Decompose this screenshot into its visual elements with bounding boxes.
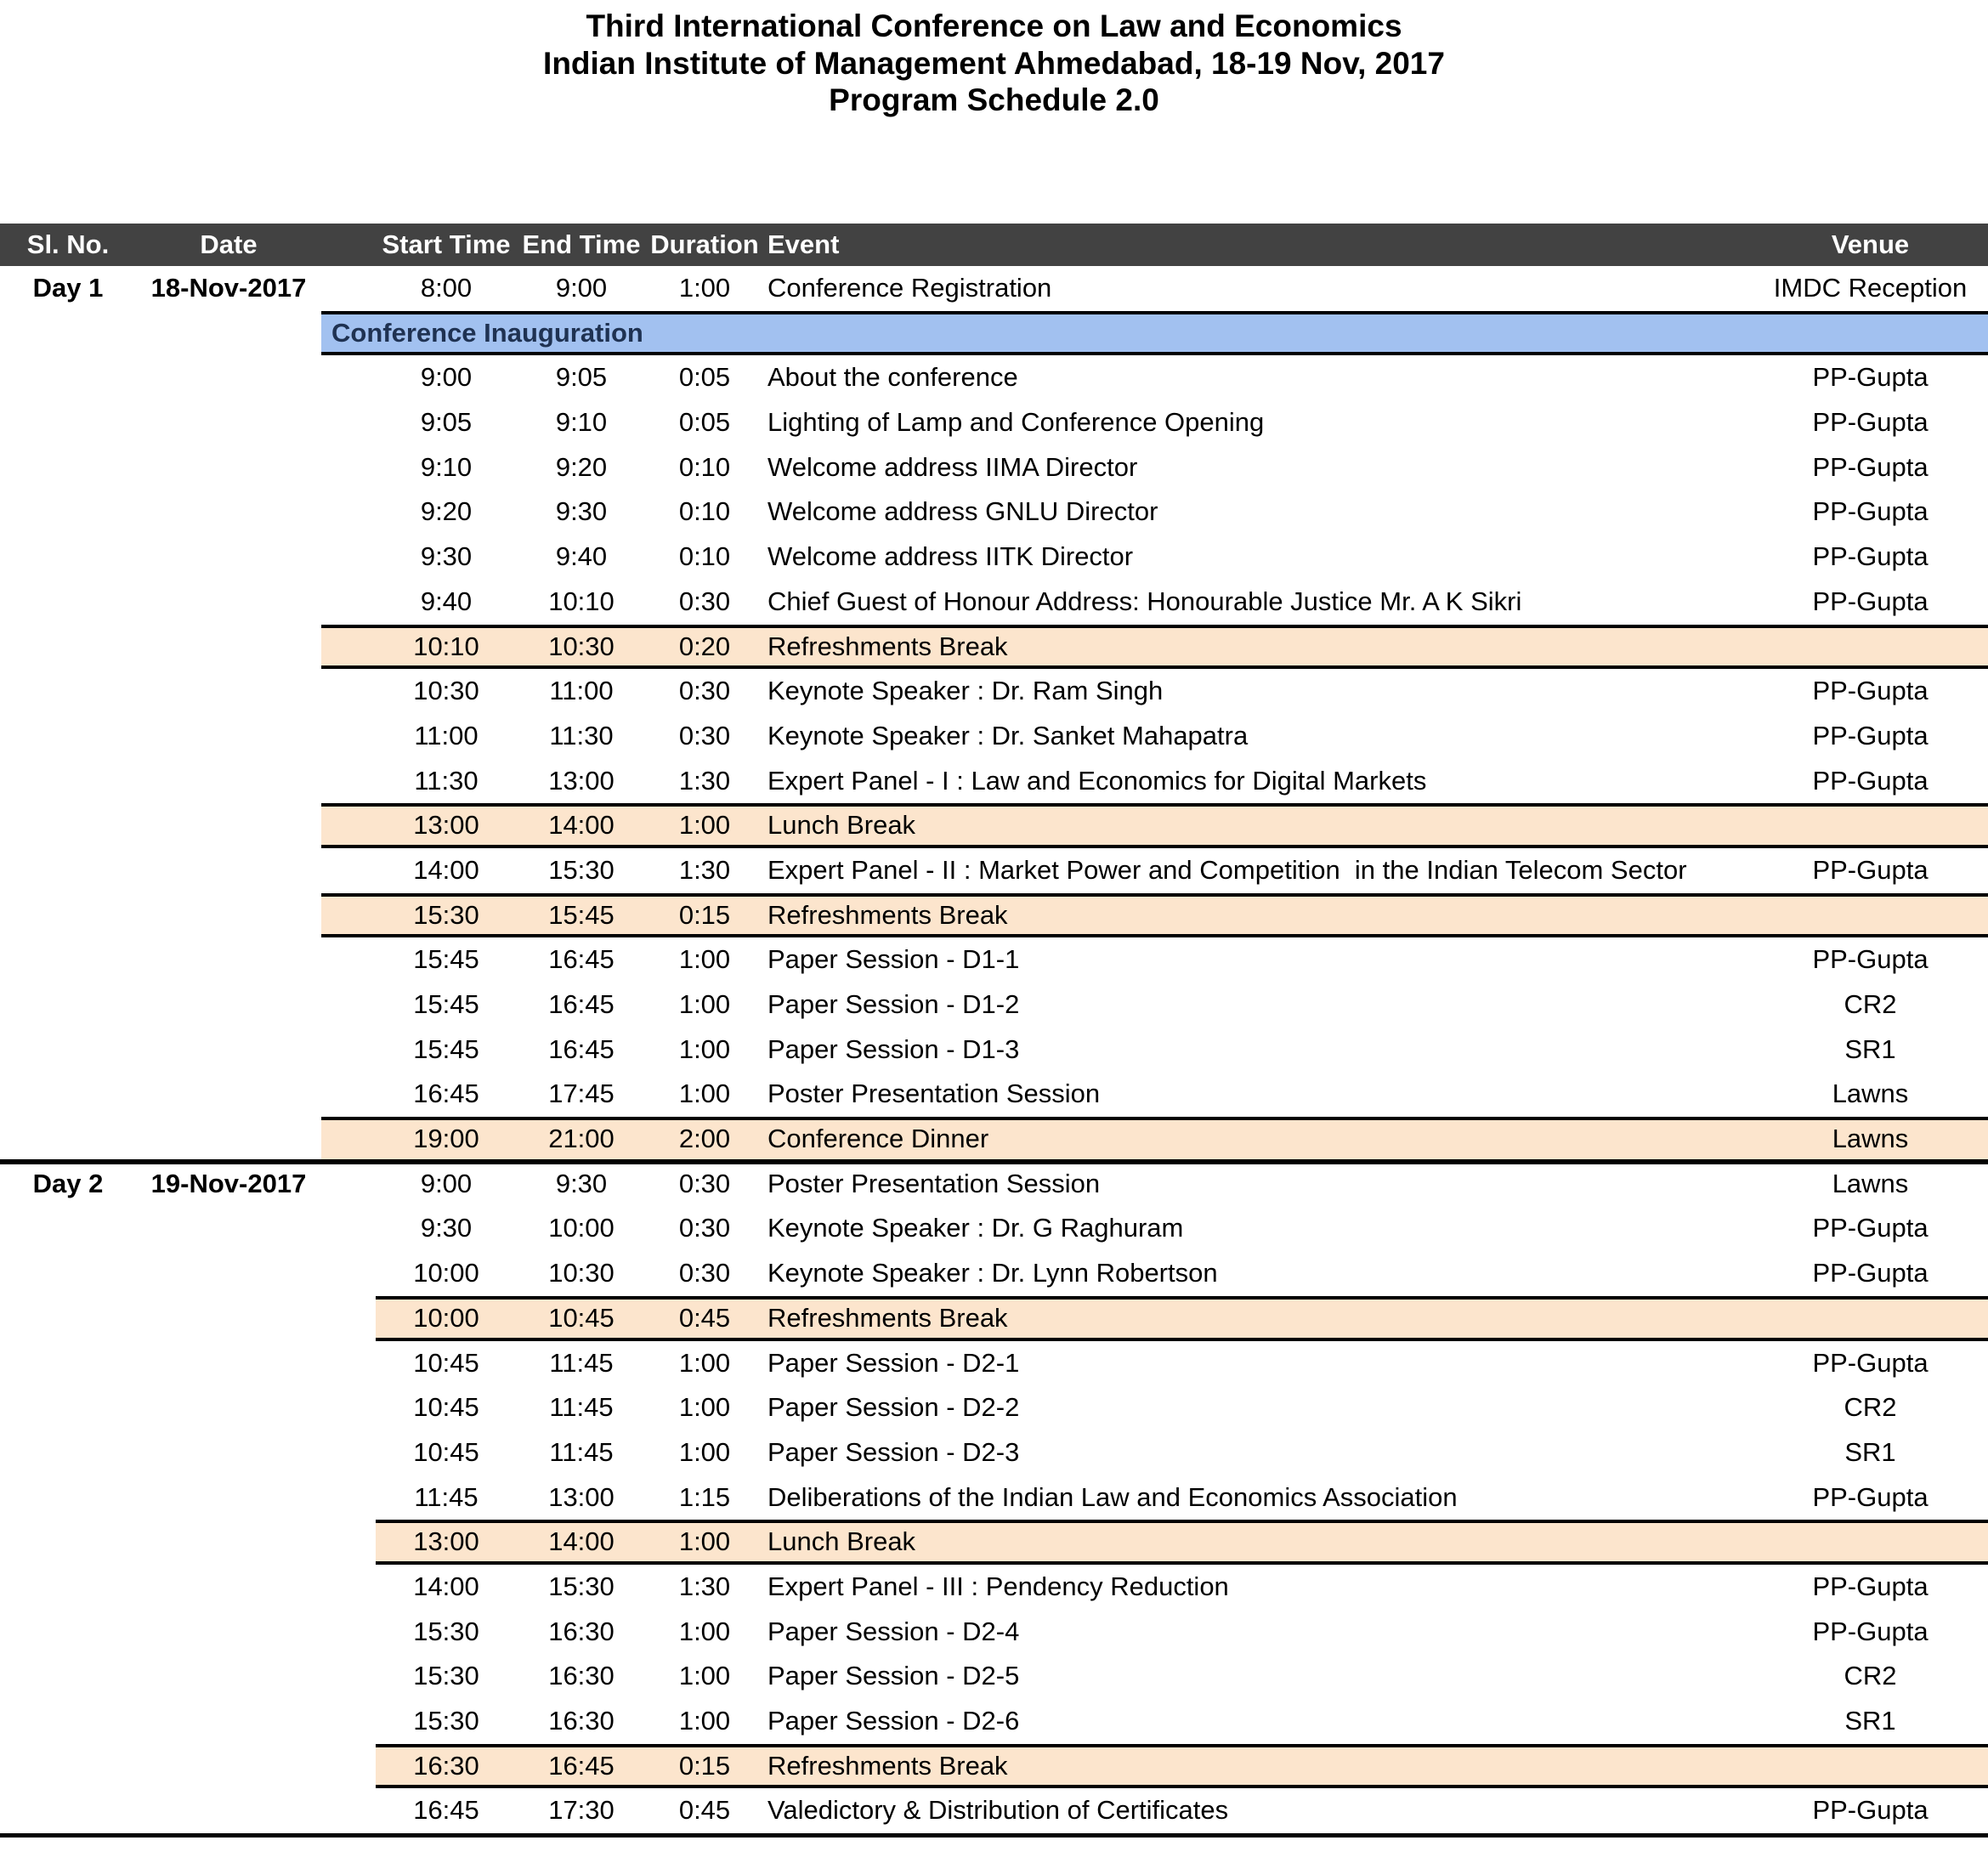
start-time-cell: 9:00	[420, 362, 473, 393]
table-bottom-border	[0, 1833, 1988, 1838]
end-time-cell: 21:00	[548, 1124, 615, 1154]
venue-cell: PP-Gupta	[1812, 1616, 1929, 1646]
break-row	[0, 625, 1988, 670]
start-time-cell: 11:00	[414, 720, 479, 750]
end-time-cell: 11:45	[549, 1392, 614, 1423]
end-time-cell: 16:45	[548, 989, 615, 1019]
event-cell: Conference Registration	[767, 273, 1052, 303]
venue-cell: IMDC Reception	[1773, 273, 1968, 303]
table-row	[0, 445, 1988, 490]
section-banner-row	[0, 311, 1988, 356]
event-cell: Chief Guest of Honour Address: Honourable Justice Mr. A K Sikri	[767, 586, 1522, 616]
duration-cell: 1:00	[678, 273, 731, 303]
table-row	[0, 714, 1988, 759]
venue-cell: Lawns	[1832, 1124, 1909, 1154]
venue-cell: PP-Gupta	[1812, 1795, 1929, 1826]
duration-cell: 1:00	[678, 1661, 731, 1691]
end-time-cell: 11:30	[549, 720, 614, 750]
start-time-cell: 15:30	[413, 1616, 479, 1646]
duration-cell: 1:30	[678, 1571, 731, 1601]
end-time-cell: 16:30	[548, 1616, 615, 1646]
end-time-cell: 16:30	[548, 1706, 615, 1736]
event-cell: Keynote Speaker : Dr. Sanket Mahapatra	[767, 720, 1249, 750]
end-time-cell: 14:00	[548, 1526, 615, 1557]
venue-cell: CR2	[1844, 1661, 1897, 1691]
duration-cell: 1:00	[678, 1079, 731, 1109]
start-time-cell: 11:30	[414, 765, 479, 796]
event-cell: Refreshments Break	[767, 1750, 1008, 1781]
venue-cell: PP-Gupta	[1812, 1571, 1929, 1601]
end-time-cell: 13:00	[548, 1481, 615, 1512]
header-starttime: Start Time	[382, 229, 511, 259]
venue-cell: CR2	[1844, 989, 1897, 1019]
event-cell: Poster Presentation Session	[767, 1079, 1101, 1109]
start-time-cell: 9:00	[420, 1168, 473, 1198]
start-time-cell: 14:00	[413, 1571, 479, 1601]
start-time-cell: 10:45	[413, 1392, 479, 1423]
schedule-table	[0, 224, 1988, 1838]
table-row	[0, 848, 1988, 893]
table-row	[0, 580, 1988, 625]
day-divider-line	[0, 1159, 1988, 1164]
start-time-cell: 15:30	[413, 1661, 479, 1691]
duration-cell: 0:30	[678, 1213, 731, 1243]
event-cell: Lunch Break	[767, 810, 916, 841]
duration-cell: 0:10	[678, 541, 731, 572]
day-label-cell: Day 1	[32, 273, 104, 303]
duration-cell: 0:30	[678, 586, 731, 616]
table-row	[0, 1430, 1988, 1475]
end-time-cell: 17:30	[548, 1795, 615, 1826]
start-time-cell: 9:20	[420, 496, 473, 527]
venue-cell: PP-Gupta	[1812, 765, 1929, 796]
duration-cell: 1:00	[678, 1392, 731, 1423]
duration-cell: 1:00	[678, 1033, 731, 1064]
event-cell: Welcome address GNLU Director	[767, 496, 1158, 527]
event-cell: About the conference	[767, 362, 1018, 393]
event-cell: Poster Presentation Session	[767, 1168, 1101, 1198]
event-cell: Expert Panel - III : Pendency Reduction	[767, 1571, 1229, 1601]
end-time-cell: 17:45	[548, 1079, 615, 1109]
end-time-cell: 15:30	[548, 1571, 615, 1601]
end-time-cell: 9:30	[555, 496, 608, 527]
venue-cell: PP-Gupta	[1812, 362, 1929, 393]
start-time-cell: 19:00	[413, 1124, 479, 1154]
table-row	[0, 1341, 1988, 1386]
event-cell: Expert Panel - II : Market Power and Competition in the Indian Telecom Sector	[767, 854, 1687, 885]
end-time-cell: 10:00	[548, 1213, 615, 1243]
duration-cell: 0:30	[678, 1258, 731, 1288]
break-row	[0, 1520, 1988, 1565]
end-time-cell: 16:30	[548, 1661, 615, 1691]
venue-cell: PP-Gupta	[1812, 1258, 1929, 1288]
duration-cell: 0:15	[678, 899, 731, 930]
table-row	[0, 937, 1988, 982]
table-row	[0, 1028, 1988, 1073]
event-cell: Refreshments Break	[767, 1302, 1008, 1333]
end-time-cell: 15:45	[548, 899, 615, 930]
event-cell: Paper Session - D2-1	[767, 1347, 1020, 1378]
duration-cell: 0:05	[678, 362, 731, 393]
end-time-cell: 15:30	[548, 854, 615, 885]
break-row	[0, 1744, 1988, 1789]
table-row	[0, 266, 1988, 311]
event-cell: Paper Session - D2-3	[767, 1436, 1020, 1467]
break-row	[0, 803, 1988, 848]
event-cell: Refreshments Break	[767, 631, 1008, 661]
event-cell: Expert Panel - I : Law and Economics for Digital Markets	[767, 765, 1427, 796]
venue-cell: PP-Gupta	[1812, 496, 1929, 527]
event-cell: Conference Dinner	[767, 1124, 989, 1154]
header-slno: Sl. No.	[26, 229, 110, 259]
duration-cell: 0:05	[678, 407, 731, 438]
break-row	[0, 893, 1988, 938]
start-time-cell: 15:30	[413, 899, 479, 930]
table-header-row	[0, 224, 1988, 266]
venue-cell: CR2	[1844, 1392, 1897, 1423]
table-row	[0, 490, 1988, 535]
day-label-cell: Day 2	[32, 1168, 104, 1198]
duration-cell: 0:20	[678, 631, 731, 661]
venue-cell: PP-Gupta	[1812, 1213, 1929, 1243]
event-cell: Lunch Break	[767, 1526, 916, 1557]
duration-cell: 1:30	[678, 765, 731, 796]
start-time-cell: 15:45	[413, 944, 479, 975]
start-time-cell: 9:40	[420, 586, 473, 616]
title-line-1: Third International Conference on Law and Economics	[586, 8, 1402, 43]
venue-cell: PP-Gupta	[1812, 1481, 1929, 1512]
header-venue: Venue	[1831, 229, 1910, 259]
event-cell: Paper Session - D2-5	[767, 1661, 1020, 1691]
event-cell: Paper Session - D1-1	[767, 944, 1020, 975]
venue-cell: PP-Gupta	[1812, 854, 1929, 885]
event-cell: Paper Session - D2-4	[767, 1616, 1020, 1646]
end-time-cell: 9:20	[555, 451, 608, 482]
break-row	[0, 1296, 1988, 1341]
end-time-cell: 9:10	[555, 407, 608, 438]
event-cell: Refreshments Break	[767, 899, 1008, 930]
end-time-cell: 10:10	[548, 586, 615, 616]
end-time-cell: 9:40	[555, 541, 608, 572]
document-title	[0, 8, 1988, 119]
venue-cell: PP-Gupta	[1812, 541, 1929, 572]
header-duration: Duration	[650, 229, 759, 259]
end-time-cell: 11:45	[549, 1347, 614, 1378]
start-time-cell: 15:45	[413, 1033, 479, 1064]
event-cell: Welcome address IITK Director	[767, 541, 1134, 572]
duration-cell: 1:30	[678, 854, 731, 885]
table-row	[0, 1610, 1988, 1655]
venue-cell: PP-Gupta	[1812, 451, 1929, 482]
duration-cell: 1:00	[678, 1616, 731, 1646]
start-time-cell: 15:45	[413, 989, 479, 1019]
end-time-cell: 10:45	[548, 1302, 615, 1333]
event-cell: Valedictory & Distribution of Certificates	[767, 1795, 1229, 1826]
venue-cell: PP-Gupta	[1812, 720, 1929, 750]
start-time-cell: 10:45	[413, 1436, 479, 1467]
start-time-cell: 13:00	[413, 1526, 479, 1557]
duration-cell: 1:00	[678, 1526, 731, 1557]
duration-cell: 1:15	[678, 1481, 731, 1512]
start-time-cell: 9:30	[420, 541, 473, 572]
date-cell: 18-Nov-2017	[150, 273, 307, 303]
table-row	[0, 1788, 1988, 1833]
event-cell: Keynote Speaker : Dr. Lynn Robertson	[767, 1258, 1218, 1288]
duration-cell: 1:00	[678, 1706, 731, 1736]
duration-cell: 0:30	[678, 1168, 731, 1198]
start-time-cell: 16:45	[413, 1079, 479, 1109]
end-time-cell: 11:45	[549, 1436, 614, 1467]
table-row	[0, 1475, 1988, 1520]
title-line-3: Program Schedule 2.0	[829, 82, 1159, 117]
start-time-cell: 9:05	[420, 407, 473, 438]
start-time-cell: 10:45	[413, 1347, 479, 1378]
duration-cell: 0:10	[678, 451, 731, 482]
start-time-cell: 9:30	[420, 1213, 473, 1243]
table-row	[0, 1206, 1988, 1251]
table-row	[0, 1251, 1988, 1296]
table-row	[0, 535, 1988, 580]
venue-cell: Lawns	[1832, 1168, 1909, 1198]
date-cell: 19-Nov-2017	[150, 1168, 307, 1198]
table-row	[0, 982, 1988, 1028]
duration-cell: 1:00	[678, 989, 731, 1019]
duration-cell: 2:00	[678, 1124, 731, 1154]
venue-cell: PP-Gupta	[1812, 586, 1929, 616]
duration-cell: 1:00	[678, 944, 731, 975]
start-time-cell: 15:30	[413, 1706, 479, 1736]
start-time-cell: 10:00	[413, 1302, 479, 1333]
venue-cell: PP-Gupta	[1812, 407, 1929, 438]
end-time-cell: 16:45	[548, 944, 615, 975]
start-time-cell: 14:00	[413, 854, 479, 885]
start-time-cell: 11:45	[414, 1481, 479, 1512]
event-cell: Keynote Speaker : Dr. Ram Singh	[767, 676, 1164, 706]
end-time-cell: 10:30	[548, 1258, 615, 1288]
table-row	[0, 400, 1988, 445]
venue-cell: PP-Gupta	[1812, 944, 1929, 975]
table-row	[0, 355, 1988, 400]
end-time-cell: 9:00	[555, 273, 608, 303]
end-time-cell: 16:45	[548, 1033, 615, 1064]
event-cell: Paper Session - D1-2	[767, 989, 1020, 1019]
venue-cell: PP-Gupta	[1812, 676, 1929, 706]
start-time-cell: 10:00	[413, 1258, 479, 1288]
end-time-cell: 16:45	[548, 1750, 615, 1781]
event-cell: Lighting of Lamp and Conference Opening	[767, 407, 1265, 438]
end-time-cell: 13:00	[548, 765, 615, 796]
venue-cell: SR1	[1844, 1033, 1896, 1064]
event-cell: Paper Session - D1-3	[767, 1033, 1020, 1064]
table-row	[0, 669, 1988, 714]
event-cell: Deliberations of the Indian Law and Economics Association	[767, 1481, 1458, 1512]
start-time-cell: 9:10	[420, 451, 473, 482]
break-row	[0, 1117, 1988, 1162]
venue-cell: SR1	[1844, 1706, 1896, 1736]
duration-cell: 0:45	[678, 1302, 731, 1333]
start-time-cell: 13:00	[413, 810, 479, 841]
table-row	[0, 1654, 1988, 1699]
duration-cell: 0:10	[678, 496, 731, 527]
table-row	[0, 1699, 1988, 1744]
table-row	[0, 759, 1988, 804]
duration-cell: 1:00	[678, 810, 731, 841]
start-time-cell: 10:10	[413, 631, 479, 661]
event-cell: Welcome address IIMA Director	[767, 451, 1138, 482]
header-event: Event	[767, 229, 840, 259]
table-row	[0, 1385, 1988, 1430]
start-time-cell: 10:30	[413, 676, 479, 706]
duration-cell: 0:30	[678, 720, 731, 750]
section-title: Conference Inauguration	[331, 317, 643, 348]
duration-cell: 0:45	[678, 1795, 731, 1826]
table-row	[0, 1565, 1988, 1610]
header-endtime: End Time	[522, 229, 641, 259]
venue-cell: Lawns	[1832, 1079, 1909, 1109]
event-cell: Paper Session - D2-6	[767, 1706, 1020, 1736]
end-time-cell: 9:30	[555, 1168, 608, 1198]
start-time-cell: 16:45	[413, 1795, 479, 1826]
venue-cell: SR1	[1844, 1436, 1896, 1467]
table-row	[0, 1162, 1988, 1207]
event-cell: Paper Session - D2-2	[767, 1392, 1020, 1423]
end-time-cell: 10:30	[548, 631, 615, 661]
duration-cell: 0:30	[678, 676, 731, 706]
schedule-rows	[0, 266, 1988, 1833]
duration-cell: 0:15	[678, 1750, 731, 1781]
event-cell: Keynote Speaker : Dr. G Raghuram	[767, 1213, 1184, 1243]
duration-cell: 1:00	[678, 1347, 731, 1378]
end-time-cell: 14:00	[548, 810, 615, 841]
title-line-2: Indian Institute of Management Ahmedabad, 18-19 Nov, 2017	[543, 45, 1445, 81]
end-time-cell: 11:00	[549, 676, 614, 706]
duration-cell: 1:00	[678, 1436, 731, 1467]
table-row	[0, 1072, 1988, 1117]
start-time-cell: 16:30	[413, 1750, 479, 1781]
venue-cell: PP-Gupta	[1812, 1347, 1929, 1378]
header-date: Date	[200, 229, 258, 259]
start-time-cell: 8:00	[420, 273, 473, 303]
end-time-cell: 9:05	[555, 362, 608, 393]
